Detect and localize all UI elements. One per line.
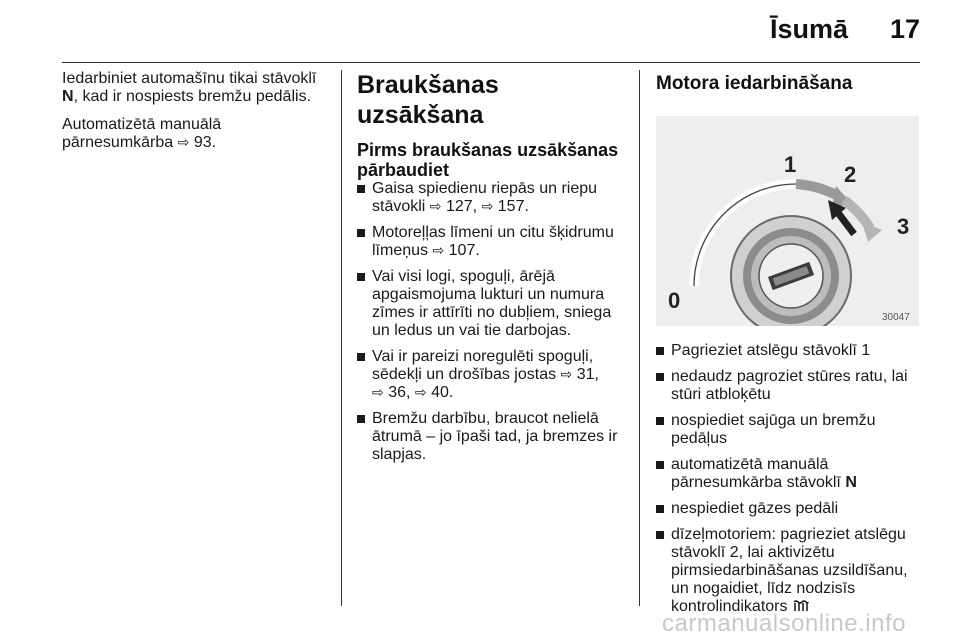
page-number: 17	[889, 14, 920, 44]
bullet-icon	[656, 347, 664, 355]
bullet-icon	[656, 373, 664, 381]
position-label-0: 0	[668, 288, 681, 313]
column-divider	[639, 70, 640, 606]
position-label-1: 1	[784, 152, 797, 177]
figure-code: 30047	[882, 312, 910, 323]
page-reference-icon: ⇨	[481, 199, 494, 215]
page-reference-icon: ⇨	[560, 367, 573, 383]
bullet-icon	[357, 353, 365, 361]
column-1	[62, 70, 328, 162]
paragraph: Iedarbiniet automašīnu tikai stāvoklī N, kad ir nospiests bremžu pedālis.	[62, 70, 317, 105]
page-reference-icon: ⇨	[414, 385, 427, 401]
list-item: nospiediet sajūga un bremžu pedāļus	[656, 412, 926, 448]
checklist	[357, 180, 627, 464]
list-item: Gaisa spiedienu riepās un riepu stāvokli ⇨ 127, ⇨ 157.	[357, 180, 627, 216]
paragraph: Automatizētā manuālā pārnesumkārba ⇨ 93.	[62, 116, 222, 151]
list-item: nespiediet gāzes pedāli	[656, 500, 926, 518]
bullet-icon	[357, 229, 365, 237]
list-item: Vai ir pareizi noregulēti spoguļi, sēdekļi un drošības jostas ⇨ 31, ⇨ 36, ⇨ 40.	[357, 348, 627, 402]
page-reference[interactable]: 107.	[448, 242, 480, 259]
bullet-icon	[656, 461, 664, 469]
bullet-icon	[357, 415, 365, 423]
page-reference-icon: ⇨	[432, 243, 445, 259]
column-3	[656, 70, 926, 624]
list-item: Bremžu darbību, braucot nelielā ātrumā – jo īpaši tad, ja bremzes ir slapjas.	[357, 410, 627, 464]
column-2	[357, 70, 627, 472]
section-title: Braukšanas uzsākšana	[357, 71, 499, 129]
bullet-icon	[656, 417, 664, 425]
section-title: Motora iedarbināšana	[656, 73, 853, 94]
page-reference-icon: ⇨	[177, 135, 190, 151]
list-item: dīzeļmotoriem: pagrieziet atslēgu stāvoklī 2, lai aktivizētu pirmsiedarbināšanas uzsildīšanu, un nogaidiet, līdz nodzisīs kontrolindikators	[656, 526, 926, 616]
bullet-icon	[656, 505, 664, 513]
subsection-title: Pirms braukšanas uzsākšanas pārbaudiet	[357, 140, 619, 180]
bullet-icon	[357, 273, 365, 281]
page-reference[interactable]: 157.	[497, 198, 529, 215]
list-item: automatizētā manuālā pārnesumkārba stāvoklī N	[656, 456, 926, 492]
watermark: carmanualsonline.info	[662, 610, 906, 637]
list-item: nedaudz pagroziet stūres ratu, lai stūri atbloķētu	[656, 368, 926, 404]
ignition-switch-figure	[656, 116, 919, 326]
page-reference-icon: ⇨	[429, 199, 442, 215]
list-item: Vai visi logi, spoguļi, ārējā apgaismojuma lukturi un numura zīmes ir attīrīti no dubļiem, sniega un ledus un vai tie darbojas.	[357, 268, 627, 340]
page-title: Īsumā	[769, 14, 848, 44]
list-item: Motoreļļas līmeni un citu šķidrumu līmeņus ⇨ 107.	[357, 224, 627, 260]
page-reference[interactable]: 93.	[193, 134, 217, 151]
position-label-2: 2	[844, 162, 857, 187]
bullet-icon	[656, 531, 664, 539]
bullet-icon	[357, 185, 365, 193]
list-item: Pagrieziet atslēgu stāvoklī 1	[656, 342, 926, 360]
page-reference-icon: ⇨	[372, 385, 384, 401]
column-divider	[341, 70, 342, 606]
page-reference[interactable]: 40.	[431, 384, 454, 401]
start-steps-list	[656, 342, 926, 616]
page-reference[interactable]: 36,	[388, 384, 415, 401]
page-header	[62, 0, 920, 63]
position-label-3: 3	[897, 214, 910, 239]
page-reference[interactable]: 127,	[445, 198, 482, 215]
page-reference[interactable]: 31,	[576, 366, 599, 383]
